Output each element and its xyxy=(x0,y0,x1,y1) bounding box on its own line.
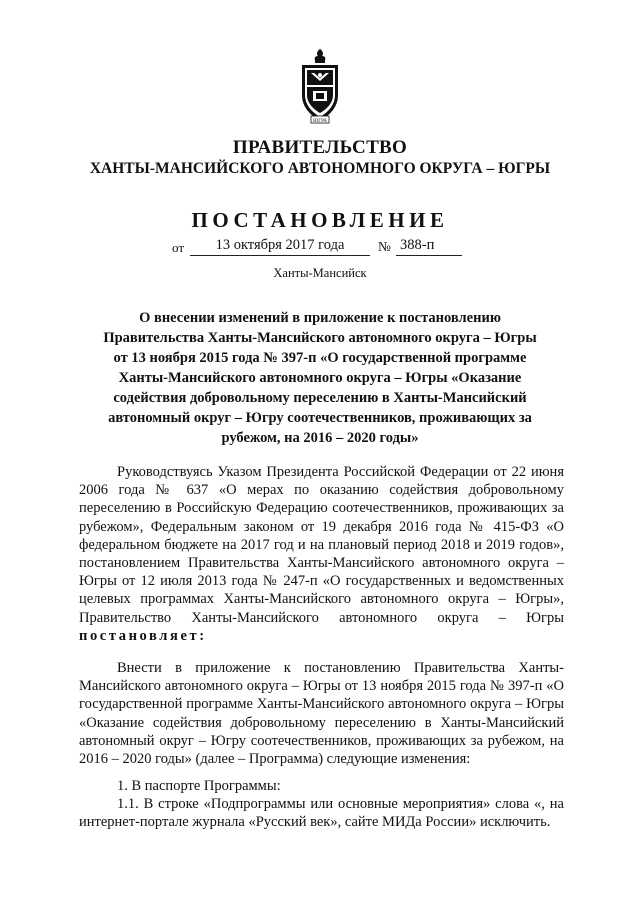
amendment-paragraph: Внести в приложение к постановлению Правительства Ханты-Мансийского автономного округа – Югры от 13 ноября 2015 года № 397-п «О государственной программе Ханты-Мансийского автономного округа – Югры «Оказание содействия добровольному переселению в Ханты-Мансийский автономный округ – Югру соотечественников, проживающих за рубежом, на 2016 – 2020 годы» (далее – Программа) следующие изменения: xyxy=(79,660,564,768)
government-region: ХАНТЫ-МАНСИЙСКОГО АВТОНОМНОГО ОКРУГА – ЮГРЫ xyxy=(89,160,551,177)
item-1: 1. В паспорте Программы: xyxy=(117,778,281,794)
government-title: ПРАВИТЕЛЬСТВО xyxy=(232,137,408,158)
preamble-text: Руководствуясь Указом Президента Российской Федерации от 22 июня 2006 года № 637 «О мерах по оказанию содействия добровольному переселению в Российскую Федерацию соотечественников, проживающих за рубежом», Федеральным законом от 19 декабря 2016 года № 415-ФЗ «О федеральном бюджете на 2017 год и на плановый период 2018 и 2019 годов», постановлением Правительства Ханты-Мансийского автономного округа – Югры от 12 июля 2013 года № 247-п «О государственных и ведомственных целевых программах Ханты-Мансийского автономного округа – Югры», Правительство Ханты-Мансийского автономного округа – Югры xyxy=(79,464,564,626)
coat-of-arms-icon xyxy=(297,47,343,127)
svg-text:ЮГРА: ЮГРА xyxy=(313,119,327,124)
date-from-label: от xyxy=(172,240,185,255)
document-date: 13 октября 2017 года xyxy=(190,237,370,256)
document-type: ПОСТАНОВЛЕНИЕ xyxy=(191,208,449,232)
item-1-1: 1.1. В строке «Подпрограммы или основные мероприятия» слова «, на интернет-портале журнала «Русский век», сайте МИДа России» исключить. xyxy=(79,796,564,831)
decides-word: постановляет: xyxy=(79,627,207,644)
document-number: 388-п xyxy=(396,237,462,256)
dateline xyxy=(172,239,472,259)
number-sign: № xyxy=(378,239,391,254)
city: Ханты-Мансийск xyxy=(273,266,367,280)
preamble-paragraph xyxy=(79,463,564,645)
document-title: О внесении изменений в приложение к постановлению Правительства Ханты-Мансийского автономного округа – Югры от 13 ноября 2015 года № 397-п «О государственной программе Ханты-Мансийского автономного округа – Югры «Оказание содействия добровольному переселению в Ханты-Мансийский автономный округ – Югру соотечественников, проживающих за рубежом, на 2016 – 2020 годы» xyxy=(103,310,537,446)
